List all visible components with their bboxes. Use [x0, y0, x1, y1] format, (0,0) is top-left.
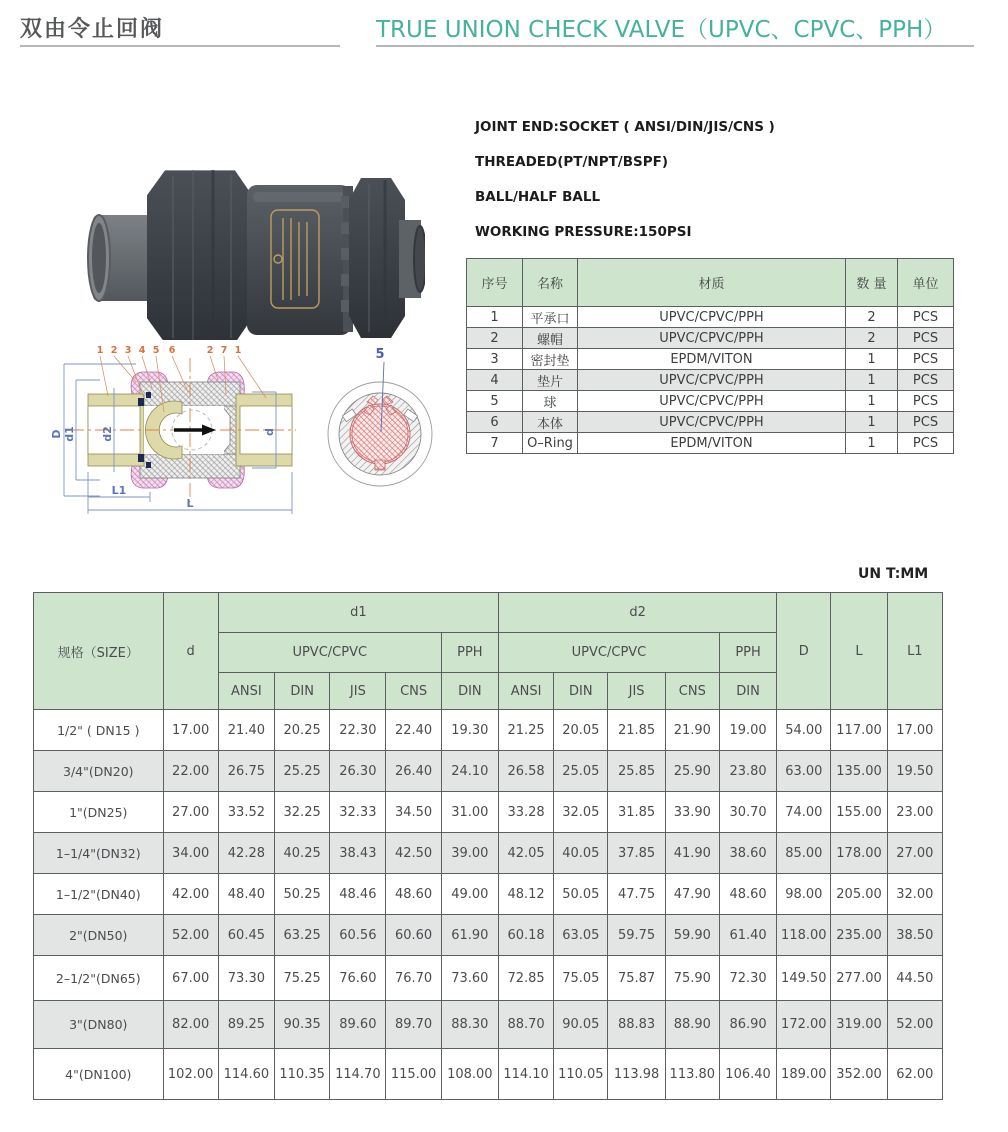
value-cell: 44.50 — [887, 956, 942, 1001]
size-header-row-1 — [34, 593, 943, 633]
parts-cell: 6 — [467, 412, 523, 433]
parts-cell: 1 — [846, 349, 898, 370]
value-cell: 31.00 — [441, 792, 498, 833]
value-cell: 235.00 — [831, 915, 887, 956]
value-cell: 30.70 — [719, 792, 776, 833]
value-cell: 47.90 — [665, 874, 719, 915]
parts-cell: 1 — [846, 391, 898, 412]
parts-cell: UPVC/CPVC/PPH — [578, 391, 846, 412]
parts-cell: 螺帽 — [523, 328, 578, 349]
size-cell: 3/4"(DN20) — [34, 751, 164, 792]
size-table-body — [34, 710, 943, 1100]
value-cell: 113.98 — [608, 1049, 665, 1100]
value-cell: 82.00 — [163, 1001, 218, 1049]
parts-row — [467, 307, 954, 328]
parts-cell: 2 — [846, 307, 898, 328]
size-row — [34, 792, 943, 833]
value-cell: 75.87 — [608, 956, 665, 1001]
value-cell: 50.05 — [554, 874, 608, 915]
size-cell: 4"(DN100) — [34, 1049, 164, 1100]
callout-4: 4 — [138, 345, 146, 356]
parts-row — [467, 370, 954, 391]
value-cell: 62.00 — [887, 1049, 942, 1100]
parts-cell: 密封垫 — [523, 349, 578, 370]
std-d1-din: DIN — [275, 673, 330, 710]
value-cell: 277.00 — [831, 956, 887, 1001]
value-cell: 25.25 — [275, 751, 330, 792]
value-cell: 34.00 — [163, 833, 218, 874]
value-cell: 52.00 — [887, 1001, 942, 1049]
parts-cell: UPVC/CPVC/PPH — [578, 370, 846, 391]
size-table — [33, 592, 943, 1100]
value-cell: 22.00 — [163, 751, 218, 792]
value-cell: 67.00 — [163, 956, 218, 1001]
callout-9: 1 — [234, 345, 242, 356]
parts-cell: UPVC/CPVC/PPH — [578, 307, 846, 328]
value-cell: 102.00 — [163, 1049, 218, 1100]
parts-cell: O–Ring — [523, 433, 578, 454]
parts-cell: 本体 — [523, 412, 578, 433]
col-D: D — [777, 593, 831, 710]
value-cell: 89.25 — [218, 1001, 274, 1049]
std-d2-din: DIN — [554, 673, 608, 710]
value-cell: 155.00 — [831, 792, 887, 833]
value-cell: 34.50 — [386, 792, 441, 833]
value-cell: 19.50 — [887, 751, 942, 792]
value-cell: 205.00 — [831, 874, 887, 915]
value-cell: 319.00 — [831, 1001, 887, 1049]
spec-threaded: THREADED(PT/NPT/BSPF) — [475, 154, 669, 170]
value-cell: 73.30 — [218, 956, 274, 1001]
value-cell: 75.90 — [665, 956, 719, 1001]
right-union-nut — [341, 178, 405, 338]
parts-cell: 1 — [846, 433, 898, 454]
page-title-en: TRUE UNION CHECK VALVE（UPVC、CPVC、PPH） — [376, 17, 947, 43]
left-union-nut — [147, 170, 252, 340]
group-d2-pph: PPH — [719, 633, 776, 673]
value-cell: 21.90 — [665, 710, 719, 751]
value-cell: 26.30 — [330, 751, 386, 792]
header-rule-left — [20, 45, 340, 47]
size-row — [34, 956, 943, 1001]
value-cell: 72.85 — [498, 956, 553, 1001]
value-cell: 26.40 — [386, 751, 441, 792]
callout-3: 3 — [124, 345, 132, 356]
value-cell: 37.85 — [608, 833, 665, 874]
value-cell: 42.05 — [498, 833, 553, 874]
value-cell: 60.18 — [498, 915, 553, 956]
value-cell: 32.00 — [887, 874, 942, 915]
col-L1: L1 — [887, 593, 942, 710]
group-d1-pph: PPH — [441, 633, 498, 673]
parts-cell: UPVC/CPVC/PPH — [578, 328, 846, 349]
parts-cell: 5 — [467, 391, 523, 412]
value-cell: 33.28 — [498, 792, 553, 833]
value-cell: 39.00 — [441, 833, 498, 874]
value-cell: 54.00 — [777, 710, 831, 751]
parts-cell: 7 — [467, 433, 523, 454]
value-cell: 32.25 — [275, 792, 330, 833]
dim-L: L — [186, 497, 194, 510]
value-cell: 60.56 — [330, 915, 386, 956]
value-cell: 189.00 — [777, 1049, 831, 1100]
value-cell: 32.05 — [554, 792, 608, 833]
value-cell: 42.28 — [218, 833, 274, 874]
spec-list — [475, 118, 775, 258]
dim-d1: d1 — [63, 426, 76, 442]
value-cell: 48.60 — [719, 874, 776, 915]
callout-7: 2 — [206, 345, 214, 356]
size-row — [34, 833, 943, 874]
std-d2-jis: JIS — [608, 673, 665, 710]
valve-photo — [85, 130, 425, 340]
std-d1-cns: CNS — [386, 673, 441, 710]
value-cell: 88.30 — [441, 1001, 498, 1049]
parts-cell: 2 — [846, 328, 898, 349]
callout-2: 2 — [110, 345, 118, 356]
value-cell: 72.30 — [719, 956, 776, 1001]
parts-cell: 2 — [467, 328, 523, 349]
size-row — [34, 710, 943, 751]
value-cell: 60.45 — [218, 915, 274, 956]
value-cell: 52.00 — [163, 915, 218, 956]
col-L: L — [831, 593, 887, 710]
parts-cell: PCS — [898, 328, 954, 349]
dim-L1: L1 — [111, 484, 127, 497]
value-cell: 48.12 — [498, 874, 553, 915]
value-cell: 17.00 — [887, 710, 942, 751]
parts-row — [467, 433, 954, 454]
std-d1-pph-din: DIN — [441, 673, 498, 710]
value-cell: 23.00 — [887, 792, 942, 833]
value-cell: 172.00 — [777, 1001, 831, 1049]
parts-cell: PCS — [898, 349, 954, 370]
std-d1-jis: JIS — [330, 673, 386, 710]
value-cell: 33.90 — [665, 792, 719, 833]
spec-ball: BALL/HALF BALL — [475, 189, 601, 205]
parts-cell: 球 — [523, 391, 578, 412]
std-d2-ansi: ANSI — [498, 673, 553, 710]
parts-cell: PCS — [898, 412, 954, 433]
value-cell: 25.90 — [665, 751, 719, 792]
parts-row — [467, 328, 954, 349]
value-cell: 21.85 — [608, 710, 665, 751]
value-cell: 115.00 — [386, 1049, 441, 1100]
value-cell: 88.70 — [498, 1001, 553, 1049]
value-cell: 25.85 — [608, 751, 665, 792]
group-d2-upvc-cpvc: UPVC/CPVC — [498, 633, 719, 673]
value-cell: 63.00 — [777, 751, 831, 792]
callout-numbers — [97, 345, 242, 356]
value-cell: 86.90 — [719, 1001, 776, 1049]
value-cell: 25.05 — [554, 751, 608, 792]
parts-col-no: 序号 — [467, 259, 523, 307]
header-rule-right — [376, 45, 974, 47]
value-cell: 47.75 — [608, 874, 665, 915]
value-cell: 19.00 — [719, 710, 776, 751]
value-cell: 89.70 — [386, 1001, 441, 1049]
value-cell: 49.00 — [441, 874, 498, 915]
callout-5: 5 — [152, 345, 160, 356]
value-cell: 108.00 — [441, 1049, 498, 1100]
value-cell: 33.52 — [218, 792, 274, 833]
value-cell: 61.90 — [441, 915, 498, 956]
value-cell: 118.00 — [777, 915, 831, 956]
value-cell: 42.00 — [163, 874, 218, 915]
size-row — [34, 874, 943, 915]
value-cell: 88.83 — [608, 1001, 665, 1049]
value-cell: 60.60 — [386, 915, 441, 956]
parts-cell: PCS — [898, 391, 954, 412]
parts-cell: 1 — [467, 307, 523, 328]
value-cell: 75.05 — [554, 956, 608, 1001]
value-cell: 32.33 — [330, 792, 386, 833]
std-d2-cns: CNS — [665, 673, 719, 710]
parts-cell: EPDM/VITON — [578, 433, 846, 454]
parts-table — [466, 258, 954, 454]
value-cell: 76.60 — [330, 956, 386, 1001]
value-cell: 74.00 — [777, 792, 831, 833]
size-cell: 2–1/2"(DN65) — [34, 956, 164, 1001]
value-cell: 19.30 — [441, 710, 498, 751]
col-d: d — [163, 593, 218, 710]
value-cell: 20.05 — [554, 710, 608, 751]
parts-cell: UPVC/CPVC/PPH — [578, 412, 846, 433]
value-cell: 27.00 — [163, 792, 218, 833]
dim-D: D — [50, 429, 63, 439]
value-cell: 149.50 — [777, 956, 831, 1001]
callout-6: 6 — [168, 345, 176, 356]
size-cell: 2"(DN50) — [34, 915, 164, 956]
value-cell: 75.25 — [275, 956, 330, 1001]
value-cell: 26.75 — [218, 751, 274, 792]
value-cell: 26.58 — [498, 751, 553, 792]
parts-cell: 1 — [846, 412, 898, 433]
parts-col-material: 材质 — [578, 259, 846, 307]
value-cell: 110.35 — [275, 1049, 330, 1100]
value-cell: 21.25 — [498, 710, 553, 751]
parts-header-row — [467, 259, 954, 307]
value-cell: 38.43 — [330, 833, 386, 874]
parts-cell: PCS — [898, 370, 954, 391]
value-cell: 59.75 — [608, 915, 665, 956]
dim-d: d — [263, 428, 276, 436]
value-cell: 88.90 — [665, 1001, 719, 1049]
value-cell: 22.30 — [330, 710, 386, 751]
callout-8: 7 — [220, 345, 228, 356]
value-cell: 38.60 — [719, 833, 776, 874]
size-cell: 1–1/2"(DN40) — [34, 874, 164, 915]
value-cell: 135.00 — [831, 751, 887, 792]
value-cell: 117.00 — [831, 710, 887, 751]
parts-cell: PCS — [898, 307, 954, 328]
value-cell: 20.25 — [275, 710, 330, 751]
size-row — [34, 1049, 943, 1100]
value-cell: 113.80 — [665, 1049, 719, 1100]
size-row — [34, 915, 943, 956]
parts-cell: 3 — [467, 349, 523, 370]
value-cell: 41.90 — [665, 833, 719, 874]
parts-row — [467, 349, 954, 370]
parts-cell: EPDM/VITON — [578, 349, 846, 370]
value-cell: 178.00 — [831, 833, 887, 874]
page-title-zh: 双由令止回阀 — [20, 17, 165, 42]
value-cell: 63.05 — [554, 915, 608, 956]
callout-1: 1 — [96, 345, 104, 356]
parts-cell: 1 — [846, 370, 898, 391]
value-cell: 61.40 — [719, 915, 776, 956]
value-cell: 48.40 — [218, 874, 274, 915]
value-cell: 24.10 — [441, 751, 498, 792]
parts-table-body — [467, 307, 954, 454]
value-cell: 89.60 — [330, 1001, 386, 1049]
value-cell: 114.60 — [218, 1049, 274, 1100]
dim-d2: d2 — [101, 426, 114, 442]
value-cell: 21.40 — [218, 710, 274, 751]
spec-joint-end: JOINT END:SOCKET ( ANSI/DIN/JIS/CNS ) — [475, 119, 775, 135]
size-cell: 1/2" ( DN15 ) — [34, 710, 164, 751]
value-cell: 352.00 — [831, 1049, 887, 1100]
size-cell: 1"(DN25) — [34, 792, 164, 833]
value-cell: 40.25 — [275, 833, 330, 874]
value-cell: 90.05 — [554, 1001, 608, 1049]
value-cell: 90.35 — [275, 1001, 330, 1049]
value-cell: 110.05 — [554, 1049, 608, 1100]
size-row — [34, 1001, 943, 1049]
value-cell: 22.40 — [386, 710, 441, 751]
value-cell: 73.60 — [441, 956, 498, 1001]
parts-col-name: 名称 — [523, 259, 578, 307]
size-cell: 3"(DN80) — [34, 1001, 164, 1049]
value-cell: 63.25 — [275, 915, 330, 956]
group-d1-upvc-cpvc: UPVC/CPVC — [218, 633, 441, 673]
value-cell: 17.00 — [163, 710, 218, 751]
value-cell: 40.05 — [554, 833, 608, 874]
value-cell: 48.46 — [330, 874, 386, 915]
col-size: 规格（SIZE） — [34, 593, 164, 710]
spec-working-pressure: WORKING PRESSURE:150PSI — [475, 224, 692, 240]
value-cell: 48.60 — [386, 874, 441, 915]
value-cell: 27.00 — [887, 833, 942, 874]
ball-detail-drawing — [328, 347, 432, 486]
parts-cell: 平承口 — [523, 307, 578, 328]
parts-col-qty: 数 量 — [846, 259, 898, 307]
parts-row — [467, 412, 954, 433]
std-d1-ansi: ANSI — [218, 673, 274, 710]
value-cell: 98.00 — [777, 874, 831, 915]
value-cell: 114.70 — [330, 1049, 386, 1100]
cross-section-drawing — [40, 342, 460, 517]
parts-cell: 垫片 — [523, 370, 578, 391]
parts-cell: 4 — [467, 370, 523, 391]
value-cell: 59.90 — [665, 915, 719, 956]
std-d2-pph-din: DIN — [719, 673, 776, 710]
size-row — [34, 751, 943, 792]
value-cell: 50.25 — [275, 874, 330, 915]
size-cell: 1–1/4"(DN32) — [34, 833, 164, 874]
unit-note: UN T:MM — [858, 566, 929, 582]
value-cell: 42.50 — [386, 833, 441, 874]
group-d2: d2 — [498, 593, 776, 633]
value-cell: 38.50 — [887, 915, 942, 956]
value-cell: 23.80 — [719, 751, 776, 792]
parts-row — [467, 391, 954, 412]
value-cell: 106.40 — [719, 1049, 776, 1100]
group-d1: d1 — [218, 593, 498, 633]
value-cell: 114.10 — [498, 1049, 553, 1100]
value-cell: 31.85 — [608, 792, 665, 833]
parts-col-unit: 单位 — [898, 259, 954, 307]
value-cell: 76.70 — [386, 956, 441, 1001]
parts-cell: PCS — [898, 433, 954, 454]
value-cell: 85.00 — [777, 833, 831, 874]
detail-callout: 5 — [375, 347, 385, 362]
